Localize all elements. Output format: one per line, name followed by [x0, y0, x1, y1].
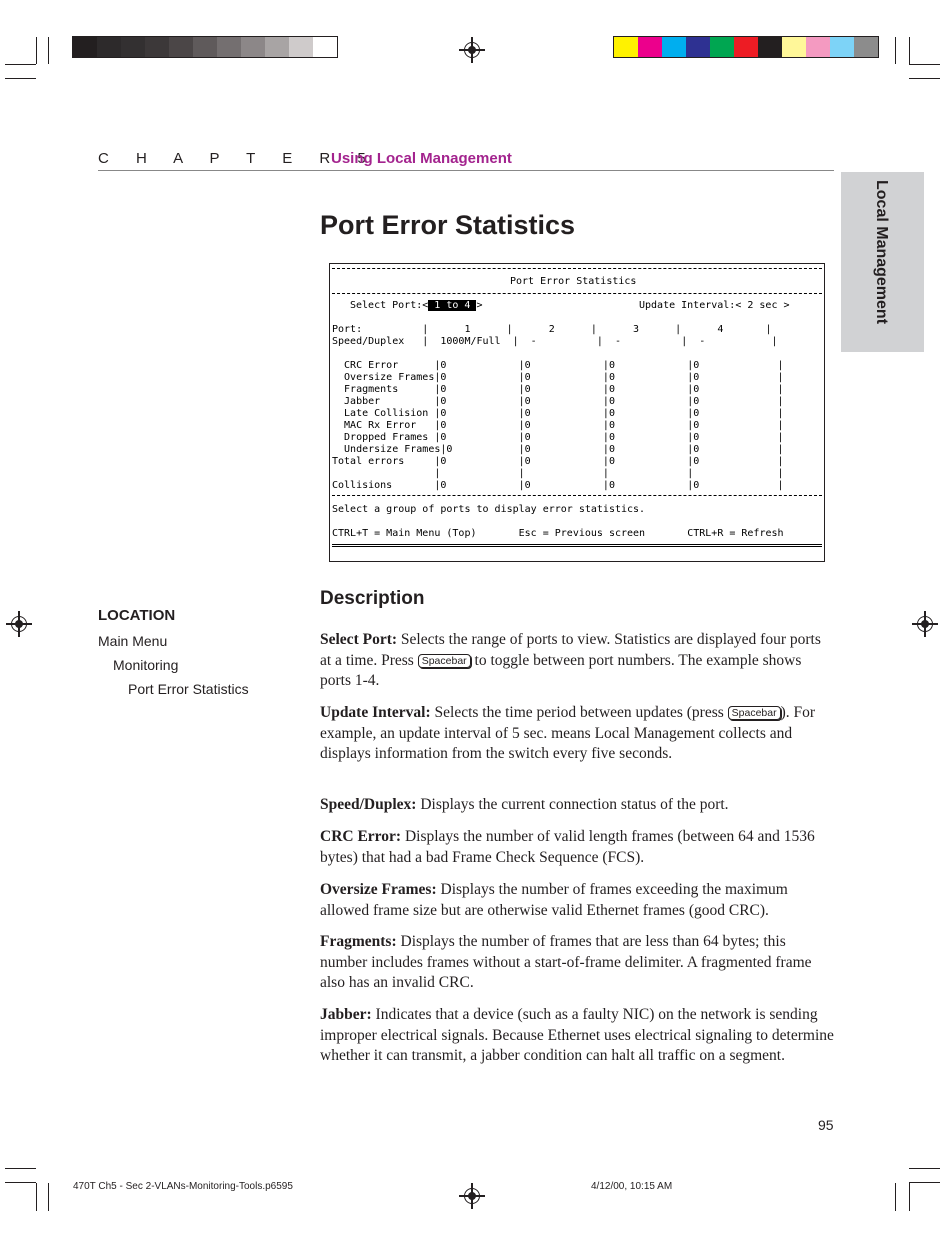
color-swatch [289, 37, 313, 57]
divider [332, 268, 822, 269]
gray-swatch-bar [72, 36, 338, 58]
fragments-paragraph: Fragments: Displays the number of frames that are less than 64 bytes; this number includes frames without a start-of-frame delimiter. A fragmented frame also has an invalid CRC. [320, 933, 812, 991]
registration-mark-icon [459, 1183, 485, 1209]
crop-mark [909, 1183, 910, 1211]
speed-duplex-paragraph: Speed/Duplex: Displays the current connection status of the port. [320, 796, 729, 813]
location-heading: LOCATION [98, 607, 176, 624]
spacebar-key-icon: Spacebar [418, 654, 471, 668]
footer-filename: 470T Ch5 - Sec 2-VLANs-Monitoring-Tools.p6595 [73, 1181, 293, 1192]
crop-mark [909, 37, 910, 64]
crc-error-paragraph: CRC Error: Displays the number of valid length frames (between 64 and 1536 bytes) that had a bad Frame Check Sequence (FCS). [320, 828, 815, 866]
stat-row: | | | | | [332, 468, 784, 479]
crop-mark [5, 64, 36, 65]
crop-mark [909, 78, 940, 79]
crop-mark [909, 1182, 940, 1183]
help-text: Select a group of ports to display error statistics. [332, 504, 646, 515]
color-swatch [662, 37, 686, 57]
select-port-suffix: > [476, 300, 483, 311]
stat-row: Oversize Frames|0 |0 |0 |0 | [332, 372, 784, 383]
terminal-title: Port Error Statistics [510, 276, 637, 287]
chapter-title: Using Local Management [331, 150, 512, 167]
port-header-row: Port: | 1 | 2 | 3 | 4 | [332, 324, 772, 335]
color-swatch [614, 37, 638, 57]
crop-mark [48, 37, 49, 64]
location-monitoring: Monitoring [113, 657, 179, 673]
stat-row: Dropped Frames |0 |0 |0 |0 | [332, 432, 784, 443]
color-swatch [782, 37, 806, 57]
crop-mark [895, 37, 896, 64]
select-port-paragraph: Select Port: Selects the range of ports to view. Statistics are displayed four ports at a time. Press Spacebar to toggle between port numbers. The example shows ports 1-4. [320, 631, 821, 689]
crop-mark [36, 1183, 37, 1211]
select-port-field[interactable] [350, 300, 482, 312]
side-tab-label: Local Management [873, 180, 890, 325]
color-swatch [241, 37, 265, 57]
stat-row: Late Collision |0 |0 |0 |0 | [332, 408, 784, 419]
registration-mark-icon [912, 611, 938, 637]
color-swatch [638, 37, 662, 57]
color-swatch [806, 37, 830, 57]
side-tab [841, 172, 924, 352]
color-swatch [121, 37, 145, 57]
color-swatch [73, 37, 97, 57]
crop-mark [909, 64, 940, 65]
key-legend: CTRL+T = Main Menu (Top) Esc = Previous screen CTRL+R = Refresh [332, 528, 784, 539]
location-port-error-statistics: Port Error Statistics [128, 681, 249, 697]
stat-row: Collisions |0 |0 |0 |0 | [332, 480, 784, 491]
stat-row: Undersize Frames|0 |0 |0 |0 | [332, 444, 784, 455]
registration-mark-icon [459, 37, 485, 63]
color-swatch [169, 37, 193, 57]
page-number: 95 [818, 1117, 834, 1133]
stat-row: Fragments |0 |0 |0 |0 | [332, 384, 784, 395]
stat-row: Jabber |0 |0 |0 |0 | [332, 396, 784, 407]
crop-mark [5, 1168, 36, 1169]
color-swatch [734, 37, 758, 57]
registration-mark-icon [6, 611, 32, 637]
color-swatch-bar [613, 36, 879, 58]
update-interval-field[interactable]: Update Interval:< 2 sec > [639, 300, 790, 311]
location-main-menu: Main Menu [98, 633, 168, 649]
select-port-value[interactable]: 1 to 4 [428, 300, 477, 311]
page-title: Port Error Statistics [320, 210, 576, 240]
oversize-frames-paragraph: Oversize Frames: Displays the number of frames exceeding the maximum allowed frame size but are otherwise valid Ethernet frames (good CRC). [320, 881, 788, 919]
crop-mark [5, 1182, 36, 1183]
description-heading: Description [320, 588, 425, 609]
chapter-label: C H A P T E R 5 [98, 150, 378, 167]
color-swatch [686, 37, 710, 57]
color-swatch [313, 37, 337, 57]
crop-mark [5, 78, 36, 79]
color-swatch [265, 37, 289, 57]
color-swatch [217, 37, 241, 57]
crop-mark [909, 1168, 940, 1169]
spacebar-key-icon: Spacebar [728, 706, 781, 720]
color-swatch [758, 37, 782, 57]
color-swatch [193, 37, 217, 57]
divider [332, 544, 822, 547]
divider [332, 495, 822, 496]
footer-timestamp: 4/12/00, 10:15 AM [591, 1181, 673, 1192]
stat-row: CRC Error |0 |0 |0 |0 | [332, 360, 784, 371]
speed-duplex-row: Speed/Duplex | 1000M/Full | - | - | - | [332, 336, 778, 347]
color-swatch [830, 37, 854, 57]
stat-row: MAC Rx Error |0 |0 |0 |0 | [332, 420, 784, 431]
stat-row: Total errors |0 |0 |0 |0 | [332, 456, 784, 467]
color-swatch [145, 37, 169, 57]
divider [332, 293, 822, 294]
color-swatch [710, 37, 734, 57]
select-port-prefix: Select Port:< [350, 300, 429, 311]
terminal-screen [329, 263, 825, 562]
crop-mark [48, 1183, 49, 1211]
jabber-paragraph: Jabber: Indicates that a device (such as a faulty NIC) on the network is sending improper electrical signals. Because Ethernet uses electrical signaling to determine whether it can transmit, a jabber condition can halt all traffic on a segment. [320, 1006, 834, 1064]
crop-mark [36, 37, 37, 64]
color-swatch [854, 37, 878, 57]
color-swatch [97, 37, 121, 57]
crop-mark [895, 1183, 896, 1211]
update-interval-paragraph: Update Interval: Selects the time period between updates (press Spacebar ). For example, an update interval of 5 sec. means Local Management collects and displays information from the switch every five seconds. [320, 704, 816, 762]
header-rule [98, 170, 834, 171]
